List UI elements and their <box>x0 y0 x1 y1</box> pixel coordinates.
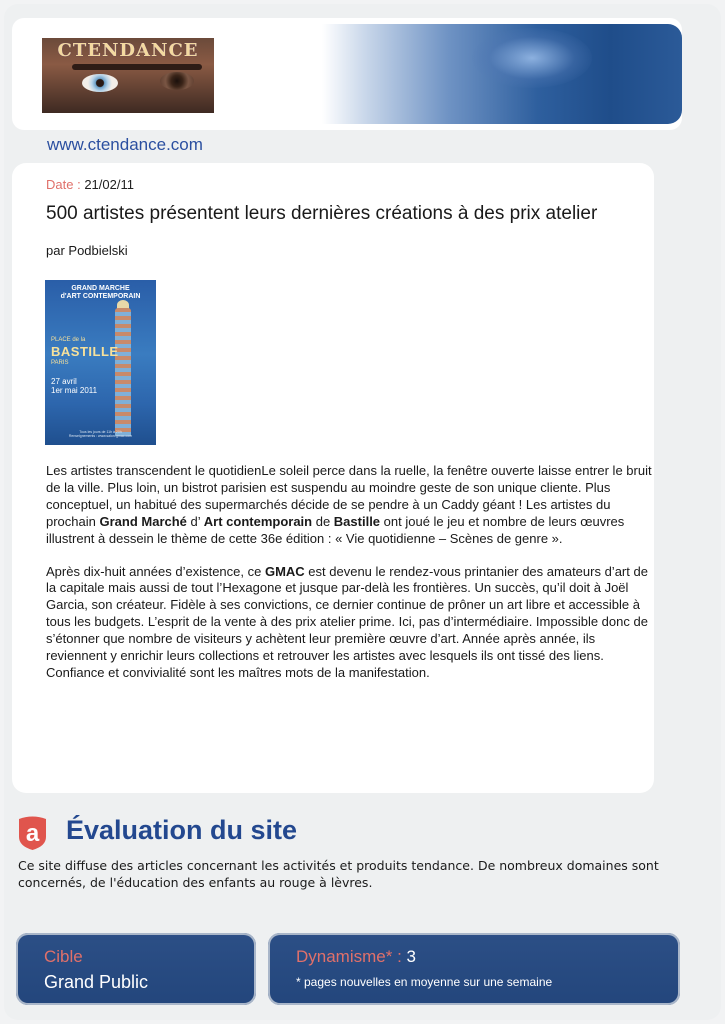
evaluation-description: Ce site diffuse des articles concernant les activités et produits tendance. De nombreux domaines sont concernés, de l'éducation des enfants au rouge à lèvres. <box>18 858 659 890</box>
article-byline: par Podbielski <box>46 243 128 258</box>
logo-title: CTENDANCE <box>46 40 210 61</box>
p2-bold-1: GMAC <box>264 563 305 579</box>
event-poster-image <box>45 280 156 445</box>
p1-text-3: de <box>312 513 334 529</box>
poster-header <box>45 285 156 301</box>
p1-bold-3: Bastille <box>333 513 381 529</box>
poster-city: PARIS <box>51 360 69 366</box>
dynamisme-value: 3 <box>406 947 417 966</box>
dynamisme-label: Dynamisme* : <box>296 947 402 966</box>
poster-dates: 27 avril 1er mai 2011 <box>51 377 98 395</box>
poster-column <box>115 308 131 436</box>
logo-eye-right <box>160 72 194 90</box>
poster-footer: Tous les jours de 11h à 20h Renseignements : www.salon-gmac.com <box>68 430 133 438</box>
logo-eye-left <box>82 74 118 92</box>
dynamisme-note: * pages nouvelles en moyenne sur une semaine <box>296 975 553 989</box>
site-header <box>12 18 682 130</box>
article-card <box>12 163 654 793</box>
p1-text-1: Les artistes transcendent le quotidienLe soleil perce dans la ruelle, la fenêtre ouverte laisse entrer le bruit de la ville. Plus loin, un bistrot parisien est suspendu au moindre geste de son unique cliente. Plus conceptuel, un habitué des supermarchés décide de se pendre à un Caddy géant ! Les artistes du prochain <box>46 463 652 529</box>
p1-text-4: ont joué le jeu et nombre de leurs œuvres illustrent à dessein le thème de cette 36e édition : « Vie quotidienne – Scènes de genre ». <box>46 513 625 546</box>
date-line <box>46 177 134 192</box>
logo-eyebrow <box>72 64 202 70</box>
banner-glow <box>472 28 592 88</box>
article-body <box>46 463 656 698</box>
poster-place: PLACE de la <box>51 337 86 343</box>
cible-box <box>16 933 256 1005</box>
poster-header-text: GRAND MARCHE d'ART CONTEMPORAIN <box>60 285 141 300</box>
p1-bold-2: Art contemporain <box>203 513 313 529</box>
p2-text-2: est devenu le rendez-vous printanier des amateurs d’art de la capitale mais aussi de tout l’Hexagone et jusque par-delà les frontières. Un succès, qu’il doit à Joël Garcia, son créateur. Fidèle à ses convictions, ce dernier continue de prôner un art libre et accessible à tous les budgets. L’esprit de la vente à des prix atelier prime. Ici, pas d’intermédiaire. Impossible donc de s’étonner que nombre de visiteurs y achètent leur première œuvre d’art. Année après année, ils reviennent y enrichir leurs collections et retrouver les artistes avec lesquels ils ont tissé des liens. Confiance et convivialité sont les maîtres mots de la manifestation. <box>46 563 648 680</box>
evaluation-title: Évaluation du site <box>66 815 298 845</box>
site-logo[interactable] <box>42 38 214 113</box>
date-label: Date : <box>46 177 81 192</box>
p1-bold-1: Grand Marché <box>99 513 187 529</box>
p1-text-2: d’ <box>186 513 204 529</box>
article-title: 500 artistes présentent leurs dernières créations à des prix atelier <box>46 203 598 224</box>
article-paragraph-2 <box>46 564 656 682</box>
date-value: 21/02/11 <box>84 177 134 192</box>
site-url-link[interactable]: www.ctendance.com <box>47 135 203 154</box>
p2-text-1: Après dix-huit années d’existence, ce <box>46 563 265 579</box>
cible-value: Grand Public <box>44 972 149 992</box>
dynamisme-box <box>268 933 680 1005</box>
cible-label: Cible <box>44 947 83 966</box>
evaluation-icon-letter: a <box>25 820 40 847</box>
dynamisme-line <box>296 947 416 967</box>
evaluation-a-icon <box>16 815 49 851</box>
article-paragraph-1 <box>46 463 656 548</box>
poster-bastille: BASTILLE <box>51 344 119 359</box>
